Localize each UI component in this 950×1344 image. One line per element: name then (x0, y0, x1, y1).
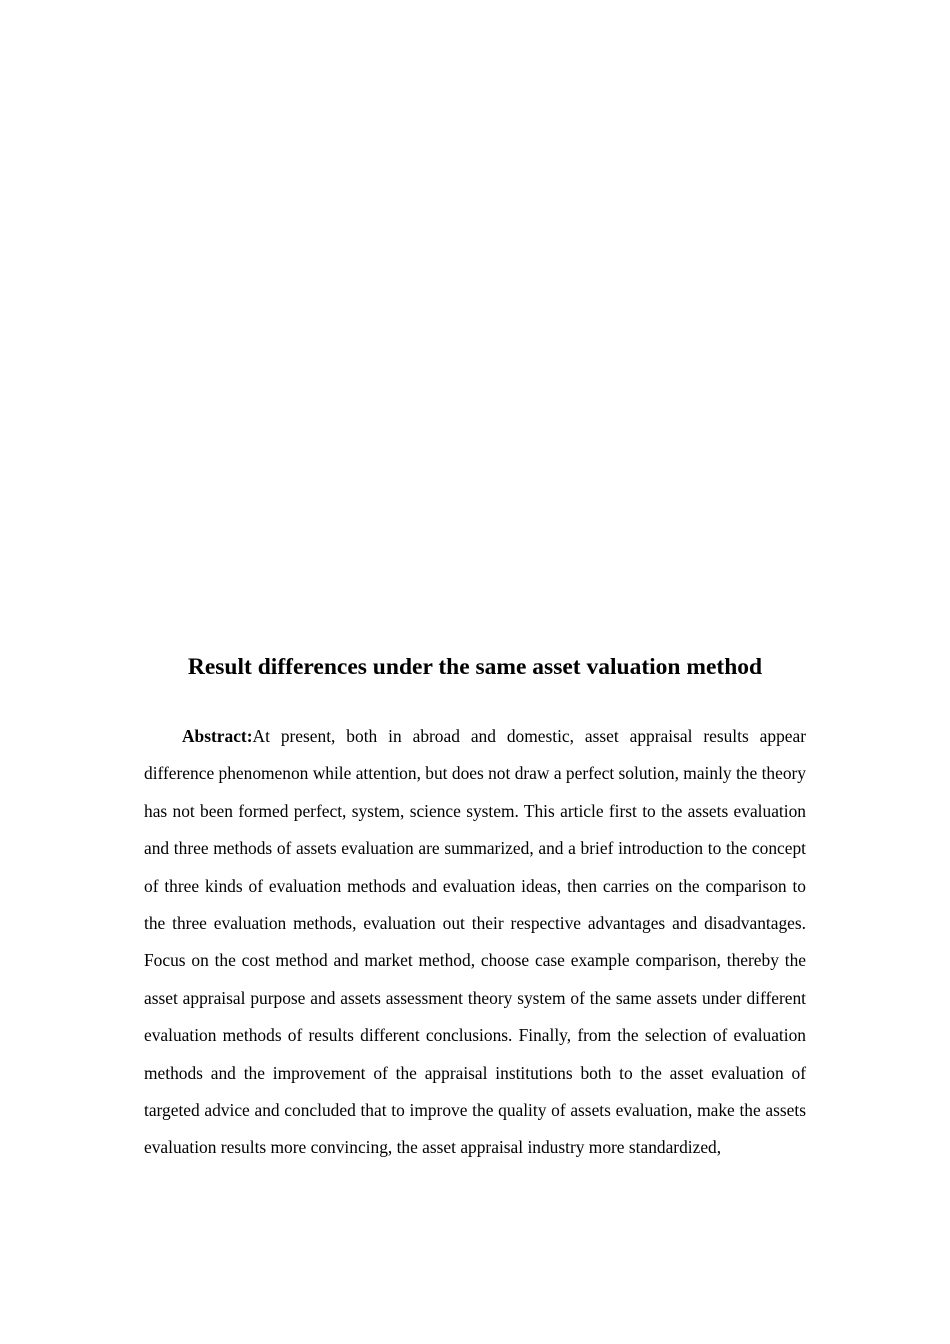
document-title: Result differences under the same asset valuation method (187, 654, 763, 680)
abstract-text: At present, both in abroad and domestic, asset appraisal results appear difference phenomenon while attention, but does not draw a perfect solution, mainly the theory has not been formed perfect, system, science system. This article first to the assets evaluation and three methods of assets evaluation are summarized, and a brief introduction to the concept of three kinds of evaluation methods and evaluation ideas, then carries on the comparison to the three evaluation methods, evaluation out their respective advantages and disadvantages. Focus on the cost method and market method, choose case example comparison, thereby the asset appraisal purpose and assets assessment theory system of the same assets under different evaluation methods of results different conclusions. Finally, from the selection of evaluation methods and the improvement of the appraisal institutions both to the asset evaluation of targeted advice and concluded that to improve the quality of assets evaluation, make the assets evaluation results more convincing, the asset appraisal industry more standardized, (144, 726, 806, 1158)
abstract-paragraph (144, 718, 806, 1167)
abstract-label: Abstract: (182, 726, 253, 746)
